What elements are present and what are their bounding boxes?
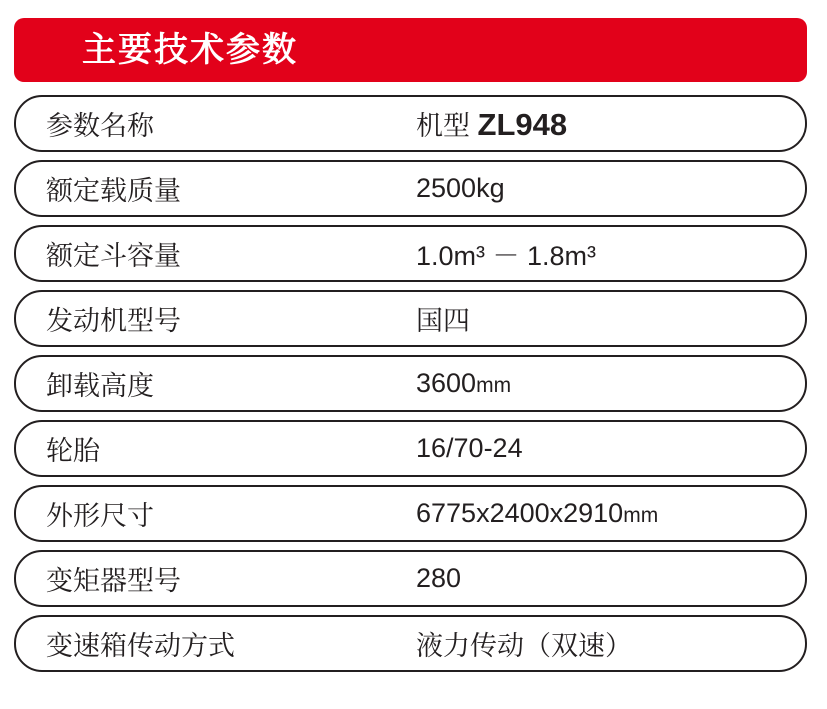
row-value: 1.0m³ － 1.8m³ <box>416 241 597 271</box>
row-value-number: 6775x2400x2910 <box>416 498 624 528</box>
table-row <box>14 225 807 282</box>
row-value: 280 <box>416 563 462 593</box>
table-row <box>14 420 807 477</box>
page-title: 主要技术参数 <box>82 31 298 69</box>
row-value-number: 3600 <box>416 368 477 398</box>
table-header-label: 参数名称 <box>46 111 154 141</box>
model-prefix: 机型 <box>416 111 478 141</box>
row-value <box>416 498 805 529</box>
row-value: 液力传动（双速） <box>416 631 632 661</box>
table-row <box>14 160 807 217</box>
row-label: 额定载质量 <box>46 176 181 206</box>
table-row <box>14 290 807 347</box>
row-label: 轮胎 <box>46 436 100 466</box>
row-label: 发动机型号 <box>46 306 181 336</box>
table-header-row <box>14 95 807 152</box>
table-row <box>14 355 807 412</box>
row-label: 卸载高度 <box>46 371 154 401</box>
row-value <box>416 368 805 399</box>
row-value-unit: mm <box>476 374 512 397</box>
row-value: 2500kg <box>416 173 505 203</box>
table-row <box>14 485 807 542</box>
row-value-unit: mm <box>623 504 659 527</box>
table-row <box>14 550 807 607</box>
row-value: 国四 <box>416 306 470 336</box>
title-bar <box>14 18 807 82</box>
row-label: 额定斗容量 <box>46 241 181 271</box>
table-header-value <box>416 104 805 143</box>
table-row <box>14 615 807 672</box>
row-label: 变矩器型号 <box>46 566 181 596</box>
spec-table <box>14 95 813 672</box>
row-label: 变速箱传动方式 <box>46 631 235 661</box>
row-label: 外形尺寸 <box>46 501 154 531</box>
model-code: ZL948 <box>477 107 568 142</box>
row-value: 16/70-24 <box>416 433 523 463</box>
